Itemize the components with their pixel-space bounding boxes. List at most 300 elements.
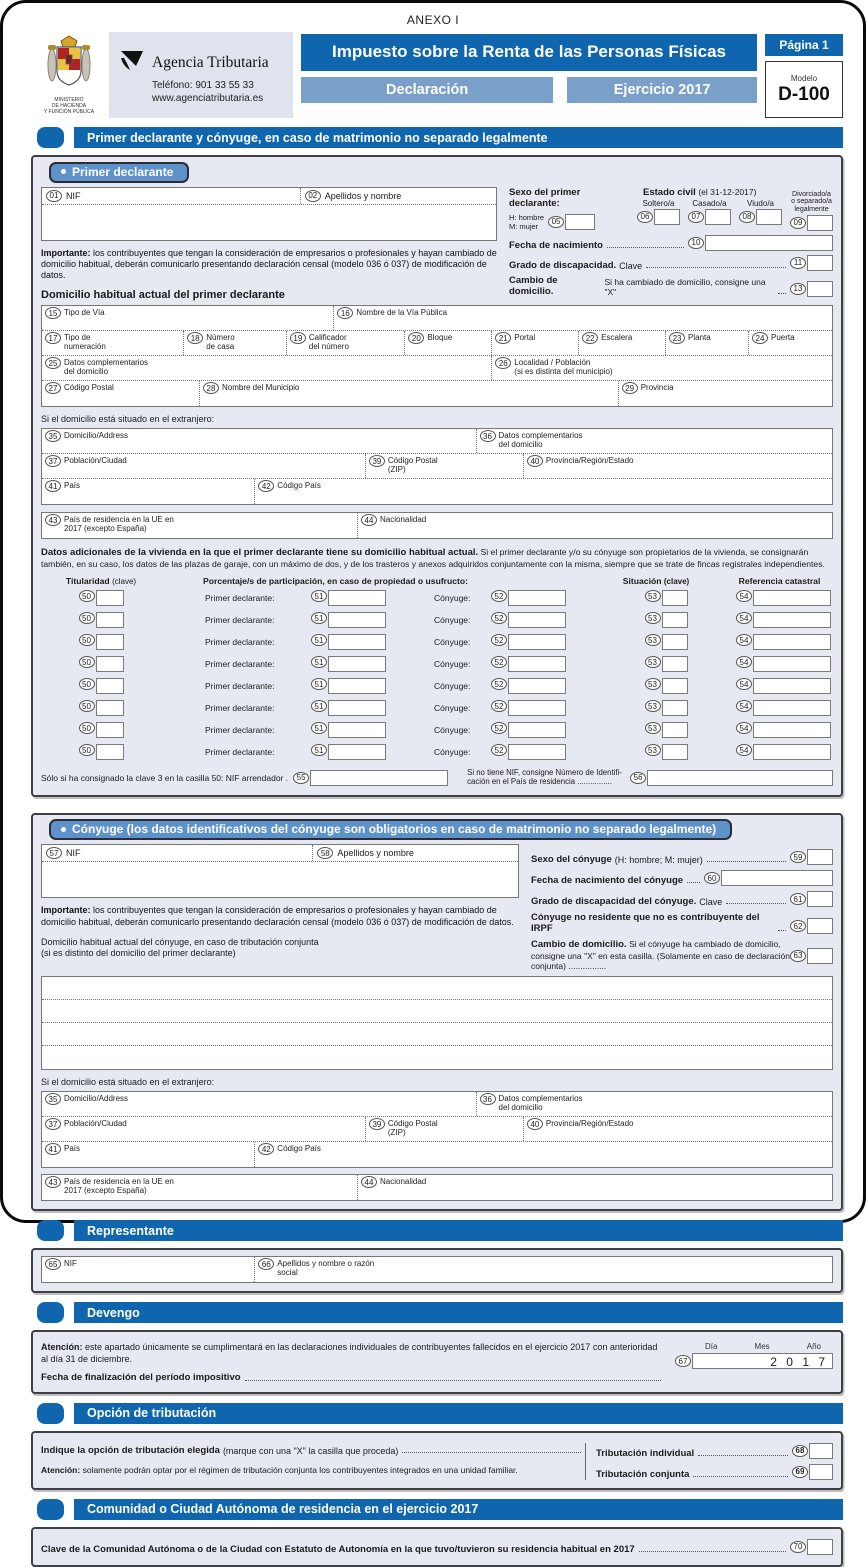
dotted-leader — [778, 293, 786, 294]
soltero-input[interactable] — [654, 209, 680, 225]
porcentaje-conyuge-input[interactable] — [508, 722, 566, 738]
field-number: 53 — [645, 656, 661, 668]
form-title: Impuesto sobre la Renta de las Personas Físicas — [301, 34, 757, 71]
field-39-zip[interactable]: 39 Código Postal (ZIP) — [366, 1117, 524, 1141]
field-number: 29 — [622, 382, 638, 394]
situacion-input[interactable] — [662, 700, 688, 716]
cambio-domicilio-label: Cambio de domicilio. — [509, 274, 558, 297]
referencia-catastral-input[interactable] — [753, 656, 831, 672]
page-number-badge: Página 1 — [765, 34, 843, 56]
anexo-title: ANEXO I — [406, 13, 460, 27]
field-number: 08 — [739, 211, 755, 223]
field-number: 43 — [45, 1176, 61, 1188]
field-number: 52 — [491, 722, 507, 734]
agencia-phone: Teléfono: 901 33 55 33 — [152, 79, 254, 91]
fecha-finalizacion-input[interactable] — [692, 1353, 833, 1369]
section-bar-declarante-conyuge — [37, 127, 843, 148]
porcentaje-declarante-input[interactable] — [328, 612, 386, 628]
field-number: 50 — [79, 722, 95, 734]
field-number: 19 — [290, 332, 306, 344]
nif-input[interactable] — [42, 205, 301, 240]
titularidad-input[interactable] — [96, 722, 124, 738]
domicilio-line-input[interactable] — [42, 977, 832, 1000]
field-number: 16 — [337, 307, 353, 319]
field-number: 54 — [736, 722, 752, 734]
field-number: 21 — [495, 332, 511, 344]
sexo-title: Sexo del primer declarante: — [509, 186, 581, 209]
dotted-leader — [778, 930, 786, 931]
titularidad-input[interactable] — [96, 590, 124, 606]
field-41-pais[interactable]: 41 País — [42, 479, 255, 504]
field-29-provincia[interactable]: 29 Provincia — [619, 381, 832, 406]
field-number: 06 — [637, 211, 653, 223]
identificacion-pais-input[interactable] — [647, 770, 833, 786]
field-number: 65 — [45, 1258, 61, 1270]
panel-opcion — [31, 1431, 843, 1490]
referencia-catastral-input[interactable] — [753, 700, 831, 716]
dotted-leader — [402, 1452, 581, 1453]
field-number: 51 — [311, 700, 327, 712]
field-number: 51 — [311, 590, 327, 602]
dotted-leader — [245, 1380, 661, 1381]
sexo-hint: H: hombre M: mujer — [509, 212, 545, 231]
titularidad-input[interactable] — [96, 656, 124, 672]
field-25-datos-complementarios[interactable]: 25 Datos complementarios del domicilio — [42, 356, 492, 380]
section-bullet — [37, 1302, 64, 1323]
devengo-date-block — [675, 1342, 833, 1384]
field-number: 62 — [790, 920, 806, 932]
panel-conyuge — [31, 813, 843, 1211]
field-44-nacionalidad[interactable]: 44 Nacionalidad — [358, 1175, 832, 1200]
field-number: 37 — [45, 455, 61, 467]
field-35-domicilio[interactable]: 35 Domicilio/Address — [42, 1092, 477, 1116]
section-bar-comunidad — [37, 1499, 843, 1520]
referencia-catastral-input[interactable] — [753, 744, 831, 760]
field-number: 44 — [361, 1176, 377, 1188]
domicilio-line-input[interactable] — [42, 1000, 832, 1023]
field-20-bloque[interactable]: 20 Bloque — [405, 331, 492, 355]
field-number: 61 — [790, 893, 806, 905]
fecha-conyuge-label: Fecha de nacimiento del cónyuge — [531, 875, 684, 887]
field-number: 53 — [645, 634, 661, 646]
field-number: 41 — [45, 480, 61, 492]
field-number: 42 — [258, 480, 274, 492]
situacion-input[interactable] — [662, 590, 688, 606]
field-number: 10 — [688, 237, 704, 249]
field-57-label: 57 NIF — [42, 845, 313, 861]
vivienda-row: 50 Primer declarante: 51 Cónyuge: 52 53 54 — [41, 611, 833, 630]
field-number: 66 — [258, 1258, 274, 1270]
porcentaje-conyuge-input[interactable] — [508, 656, 566, 672]
field-21-portal[interactable]: 21 Portal — [492, 331, 579, 355]
situacion-input[interactable] — [662, 612, 688, 628]
field-number: 36 — [480, 1093, 496, 1105]
discapacidad-label: Grado de discapacidad. — [509, 259, 617, 271]
vivienda-row: 50 Primer declarante: 51 Cónyuge: 52 53 54 — [41, 721, 833, 740]
viudo-label: Viudo/a — [747, 198, 774, 208]
conyuge-ue-row — [41, 1174, 833, 1201]
field-number: 67 — [675, 1355, 691, 1367]
field-17-tipo-numeracion[interactable]: 17 Tipo de numeración — [42, 331, 184, 355]
field-02-label: 02 Apellidos y nombre — [301, 188, 406, 204]
conyuge-apellidos-input[interactable] — [313, 862, 518, 897]
field-39-zip[interactable]: 39 Código Postal (ZIP) — [366, 454, 524, 478]
field-number: 59 — [790, 851, 806, 863]
field-number: 25 — [45, 357, 61, 369]
field-number: 52 — [491, 700, 507, 712]
field-40-provincia-region[interactable]: 40 Provincia/Región/Estado — [524, 1117, 832, 1141]
nif-arrendador-label: Sólo si ha consignado la clave 3 en la casilla 50: NIF arrendador . — [41, 772, 289, 783]
field-number: 52 — [491, 678, 507, 690]
field-number: 56 — [630, 772, 646, 784]
field-65-nif[interactable]: 65 NIF — [42, 1257, 255, 1282]
referencia-catastral-input[interactable] — [753, 612, 831, 628]
clave-comunidad-label: Clave de la Comunidad Autónoma o de la Ciudad con Estatuto de Autonomía en la que tuvo/tuvieron su residencia habitual en 2017 — [41, 1543, 635, 1555]
domicilio-declarante-heading: Domicilio habitual actual del primer declarante — [41, 289, 285, 302]
referencia-catastral-input[interactable] — [753, 722, 831, 738]
soltero-label: Soltero/a — [642, 198, 675, 208]
situacion-input[interactable] — [662, 634, 688, 650]
porcentaje-conyuge-input[interactable] — [508, 612, 566, 628]
field-number: 43 — [45, 514, 61, 526]
field-number: 53 — [645, 744, 661, 756]
field-number: 37 — [45, 1118, 61, 1130]
conyuge-status-block: Sexo del cónyuge (H: hombre; M: mujer) 59 Fecha de nacimiento del cónyuge 60 Grado de discapacidad del cónyuge. Clave 61 Cónyuge no residente que no es contribuyente del IRPF 62 Cambio de domicilio. Si el cónyuge ha cambiado de domicilio, consigne una "X" en esta casilla. (Solamente en caso de declaración conjunta) ................ 63 — [531, 844, 833, 972]
field-number: 35 — [45, 1093, 61, 1105]
section-bullet — [37, 1499, 64, 1520]
field-number: 02 — [305, 190, 321, 202]
porcentaje-declarante-input[interactable] — [328, 700, 386, 716]
ano-value: 2 0 1 7 — [770, 1355, 828, 1370]
form-subtitle-declaracion: Declaración — [301, 77, 553, 103]
tributacion-individual-label: Tributación individual — [596, 1447, 695, 1459]
situacion-input[interactable] — [662, 656, 688, 672]
title-block — [301, 32, 757, 118]
domicilio-line-input[interactable] — [42, 1023, 832, 1046]
devengo-text: Atención: este apartado únicamente se cumplimentará en las declaraciones individuales de contribuyentes fallecidos en el ejercicio 2017 con anterioridad al día 31 de diciembre. Fecha de finalización del período impositivo — [41, 1342, 665, 1384]
field-number: 50 — [79, 590, 95, 602]
subsection-primer-declarante: Primer declarante — [49, 162, 189, 183]
field-number: 41 — [45, 1143, 61, 1155]
opcion-text: Indique la opción de tributación elegida (marque con una "X" la casilla que proceda) Atención: solamente podrán optar por el régimen de tributación conjunta los contribuyentes integrados en una unidad familiar. — [41, 1443, 585, 1480]
page-model-block — [765, 32, 843, 118]
field-number: 53 — [645, 700, 661, 712]
referencia-catastral-input[interactable] — [753, 590, 831, 606]
field-number: 51 — [311, 744, 327, 756]
field-number: 58 — [317, 847, 333, 859]
sexo-conyuge-label: Sexo del cónyuge — [531, 854, 612, 866]
titularidad-input[interactable] — [96, 744, 124, 760]
cambio-domicilio-input[interactable] — [807, 281, 833, 297]
nif-arrendador-input[interactable] — [310, 770, 448, 786]
dotted-leader — [639, 1551, 786, 1552]
panel-primer-declarante — [31, 155, 843, 797]
tributacion-individual-input[interactable] — [809, 1443, 833, 1459]
viudo-input[interactable] — [756, 209, 782, 225]
field-number: 69 — [792, 1466, 808, 1478]
field-66-apellidos[interactable]: 66 Apellidos y nombre o razón social — [255, 1257, 832, 1282]
field-36-datos-complementarios[interactable]: 36 Datos complementarios del domicilio — [477, 429, 833, 453]
field-number: 50 — [79, 678, 95, 690]
field-number: 05 — [548, 216, 564, 228]
field-44-nacionalidad[interactable]: 44 Nacionalidad — [358, 513, 832, 538]
estado-civil-date: (el 31-12-2017) — [698, 186, 757, 197]
casado-input[interactable] — [705, 209, 731, 225]
field-37-poblacion[interactable]: 37 Población/Ciudad — [42, 454, 366, 478]
porcentaje-conyuge-input[interactable] — [508, 590, 566, 606]
field-number: 52 — [491, 590, 507, 602]
field-number: 44 — [361, 514, 377, 526]
pill-dot-icon — [61, 827, 66, 832]
field-number: 54 — [736, 700, 752, 712]
field-36-datos-complementarios[interactable]: 36 Datos complementarios del domicilio — [477, 1092, 833, 1116]
field-number: 35 — [45, 430, 61, 442]
form-header — [37, 32, 843, 118]
pill-dot-icon — [61, 169, 66, 174]
field-number: 54 — [736, 656, 752, 668]
field-01-label: 01 NIF — [42, 188, 301, 204]
porcentaje-declarante-input[interactable] — [328, 678, 386, 694]
field-number: 68 — [792, 1445, 808, 1457]
field-number: 23 — [669, 332, 685, 344]
discapacidad-conyuge-input[interactable] — [807, 891, 833, 907]
field-number: 24 — [752, 332, 768, 344]
declarante-importante-note: Importante: los contribuyentes que tengan la consideración de empresarios o profesionales y hayan cambiado de domicilio habitual, deberán comunicarlo presentando declaración censal (modelo 036 ó 037) de modificación de datos. — [41, 247, 497, 280]
section-bar-devengo — [37, 1302, 843, 1323]
field-number: 28 — [203, 382, 219, 394]
dotted-leader — [687, 882, 700, 883]
declarante-identity-block — [41, 187, 497, 302]
porcentaje-declarante-input[interactable] — [328, 744, 386, 760]
section-bullet — [37, 1403, 64, 1424]
conyuge-identity-block — [41, 844, 519, 972]
declarante-status-block: Sexo del primer declarante: H: hombre M: mujer 05 Estado civil (el 31-12-2017) Soltero/a 06 Casado/a 07 Viudo/a 08 Divorciado/a o separado/a legalmente 09 Fecha de nacimiento 10 Grado de discapacidad. Clave 11 Cambio de domicilio. Si ha cambiado de domicilio, consigne una "X" 13 — [509, 186, 832, 297]
referencia-catastral-input[interactable] — [753, 678, 831, 694]
field-number: 07 — [688, 211, 704, 223]
field-number: 40 — [527, 455, 543, 467]
field-number: 27 — [45, 382, 61, 394]
field-43-pais-ue[interactable]: 43 País de residencia en la UE en 2017 (excepto España) — [42, 513, 358, 538]
field-number: 52 — [491, 656, 507, 668]
field-40-provincia-region[interactable]: 40 Provincia/Región/Estado — [524, 454, 832, 478]
situacion-input[interactable] — [662, 678, 688, 694]
vivienda-rows — [41, 589, 833, 762]
declarante-foreign-address-table — [41, 428, 833, 505]
field-number: 53 — [645, 678, 661, 690]
field-42-codigo-pais[interactable]: 42 Código País — [255, 1142, 832, 1167]
field-number: 50 — [79, 634, 95, 646]
field-number: 01 — [46, 190, 62, 202]
dotted-leader — [607, 247, 684, 248]
ministry-name: MINISTERIO DE HACIENDA Y FUNCIÓN PÚBLICA — [43, 96, 95, 116]
section-bar-representante — [37, 1220, 843, 1241]
field-19-calificador[interactable]: 19 Calificador del número — [287, 331, 406, 355]
ministry-block — [37, 32, 101, 118]
vivienda-intro: Datos adicionales de la vivienda en la que el primer declarante tiene su domicilio habitual actual. Si el primer declarante y/o su cónyuge son propietarios de la vivienda, se consignarán también, en su caso, los datos de las plazas de garaje, con un máximo de dos, y de los trasteros y anexos adquiridos conjuntamente con la misma, siempre que se trate de fincas registrales independientes. — [41, 547, 825, 570]
model-code: D-100 — [778, 83, 830, 105]
declarante-nif-box — [41, 187, 497, 241]
section-bullet — [37, 1220, 64, 1241]
field-number: 39 — [369, 455, 385, 467]
conyuge-foreign-address-table — [41, 1091, 833, 1168]
vivienda-table-header: Titularidad (clave) Porcentaje/s de participación, en caso de propiedad o usufructo: Situación (clave) Referencia catastral — [65, 575, 821, 586]
field-16-nombre-via[interactable]: 16 Nombre de la Vía Pública — [334, 306, 832, 330]
situacion-input[interactable] — [662, 744, 688, 760]
section-title: Devengo — [74, 1302, 843, 1323]
field-number: 18 — [187, 332, 203, 344]
declarante-address-table — [41, 305, 833, 407]
dotted-leader — [646, 267, 786, 268]
agencia-tributaria-logo-icon — [119, 48, 145, 79]
divorciado-input[interactable] — [807, 215, 833, 231]
field-37-poblacion[interactable]: 37 Población/Ciudad — [42, 1117, 366, 1141]
field-number: 51 — [311, 612, 327, 624]
field-number: 50 — [79, 656, 95, 668]
apellidos-input[interactable] — [301, 205, 496, 240]
subsection-conyuge: Cónyuge (los datos identificativos del cónyuge son obligatorios en caso de matrimonio no separado legalmente) — [49, 819, 732, 840]
field-43-pais-ue[interactable]: 43 País de residencia en la UE en 2017 (excepto España) — [42, 1175, 358, 1200]
field-number: 15 — [45, 307, 61, 319]
titularidad-input[interactable] — [96, 634, 124, 650]
titularidad-input[interactable] — [96, 700, 124, 716]
field-41-pais[interactable]: 41 País — [42, 1142, 255, 1167]
discapacidad-conyuge-label: Grado de discapacidad del cónyuge. — [531, 896, 697, 908]
no-residente-label: Cónyuge no residente que no es contribuyente del IRPF — [531, 912, 760, 935]
opcion-boxes — [585, 1443, 833, 1480]
field-number: 51 — [311, 722, 327, 734]
porcentaje-declarante-input[interactable] — [328, 722, 386, 738]
field-number: 70 — [790, 1541, 806, 1553]
vivienda-row: 50 Primer declarante: 51 Cónyuge: 52 53 54 — [41, 743, 833, 762]
porcentaje-conyuge-input[interactable] — [508, 744, 566, 760]
porcentaje-conyuge-input[interactable] — [508, 700, 566, 716]
vivienda-row: 50 Primer declarante: 51 Cónyuge: 52 53 54 — [41, 655, 833, 674]
field-number: 53 — [645, 590, 661, 602]
tributacion-conjunta-input[interactable] — [809, 1464, 833, 1480]
porcentaje-declarante-input[interactable] — [328, 656, 386, 672]
extranjero-heading: Si el domicilio está situado en el extranjero: — [41, 414, 215, 425]
extranjero-heading: Si el domicilio está situado en el extranjero: — [41, 1077, 215, 1088]
field-24-puerta[interactable]: 24 Puerta — [749, 331, 832, 355]
section-title: Opción de tributación — [74, 1403, 843, 1424]
porcentaje-conyuge-input[interactable] — [508, 678, 566, 694]
field-number: 55 — [293, 772, 309, 784]
panel-representante — [31, 1248, 843, 1293]
field-number: 54 — [736, 744, 752, 756]
sexo-input[interactable] — [565, 214, 595, 230]
field-58-label: 58 Apellidos y nombre — [313, 845, 418, 861]
field-27-codigo-postal[interactable]: 27 Código Postal — [42, 381, 200, 406]
agencia-tributaria-block — [109, 32, 293, 118]
titularidad-input[interactable] — [96, 678, 124, 694]
field-number: 54 — [736, 634, 752, 646]
casado-label: Casado/a — [692, 198, 727, 208]
representante-table — [41, 1256, 833, 1283]
cambio-conyuge-input[interactable] — [807, 948, 833, 964]
field-number: 57 — [46, 847, 62, 859]
field-number: 63 — [790, 950, 806, 962]
field-22-escalera[interactable]: 22 Escalera — [579, 331, 666, 355]
section-bullet — [37, 127, 64, 148]
field-number: 26 — [495, 357, 511, 369]
discapacidad-input[interactable] — [807, 255, 833, 271]
domicilio-conyuge-heading: Domicilio habitual actual del cónyuge, en caso de tributación conjunta (si es distinto del domicilio del primer declarante) — [41, 936, 319, 959]
field-number: 40 — [527, 1118, 543, 1130]
agencia-web: www.agenciatributaria.es — [152, 92, 264, 104]
porcentaje-declarante-input[interactable] — [328, 590, 386, 606]
vivienda-row: 50 Primer declarante: 51 Cónyuge: 52 53 54 — [41, 633, 833, 652]
field-18-numero-casa[interactable]: 18 Número de casa — [184, 331, 287, 355]
situacion-input[interactable] — [662, 722, 688, 738]
agencia-tributaria-name: Agencia Tributaria — [152, 54, 269, 71]
conyuge-nif-input[interactable] — [42, 862, 313, 897]
field-number: 39 — [369, 1118, 385, 1130]
field-42-codigo-pais[interactable]: 42 Código País — [255, 479, 832, 504]
field-23-planta[interactable]: 23 Planta — [666, 331, 749, 355]
model-label: Modelo — [790, 73, 818, 83]
tributacion-conjunta-label: Tributación conjunta — [596, 1468, 690, 1480]
field-number: 50 — [79, 744, 95, 756]
porcentaje-conyuge-input[interactable] — [508, 634, 566, 650]
field-number: 50 — [79, 612, 95, 624]
fecha-finalizacion-label: Fecha de finalización del período impositivo — [41, 1371, 241, 1383]
field-number: 51 — [311, 656, 327, 668]
field-28-municipio[interactable]: 28 Nombre del Municipio — [200, 381, 619, 406]
vivienda-row: 50 Primer declarante: 51 Cónyuge: 52 53 54 — [41, 677, 833, 696]
dia-mes-ano-labels: Día Mes Año — [705, 1342, 821, 1352]
section-bar-opcion — [37, 1403, 843, 1424]
dotted-leader — [693, 1476, 788, 1477]
divorciado-label: Divorciado/a o separado/a legalmente — [791, 190, 832, 213]
vivienda-row: 50 Primer declarante: 51 Cónyuge: 52 53 54 — [41, 699, 833, 718]
panel-devengo — [31, 1330, 843, 1394]
clave-comunidad-input[interactable] — [807, 1539, 833, 1555]
field-number: 52 — [491, 744, 507, 756]
conyuge-domicilio-box — [41, 976, 833, 1070]
fecha-nacimiento-input[interactable] — [705, 235, 833, 251]
field-number: 52 — [491, 612, 507, 624]
field-35-domicilio[interactable]: 35 Domicilio/Address — [42, 429, 477, 453]
sexo-conyuge-input[interactable] — [807, 849, 833, 865]
field-15-tipo-via[interactable]: 15 Tipo de Vía — [42, 306, 334, 330]
field-number: 54 — [736, 612, 752, 624]
field-number: 50 — [79, 700, 95, 712]
referencia-catastral-input[interactable] — [753, 634, 831, 650]
domicilio-line-input[interactable] — [42, 1046, 832, 1069]
titularidad-input[interactable] — [96, 612, 124, 628]
conyuge-nif-box — [41, 844, 519, 898]
form-subtitle-ejercicio: Ejercicio 2017 — [567, 77, 757, 103]
fecha-conyuge-input[interactable] — [721, 870, 833, 886]
field-number: 11 — [790, 257, 806, 269]
panel-comunidad — [31, 1527, 843, 1567]
field-number: 51 — [311, 678, 327, 690]
conyuge-importante-note: Importante: los contribuyentes que tengan la consideración de empresarios o profesionales y hayan cambiado de domicilio habitual, deberán comunicarlo presentando declaración censal (modelo 036 ó 037) de modificación de datos. — [41, 905, 514, 927]
vivienda-footer — [41, 769, 833, 787]
field-number: 54 — [736, 678, 752, 690]
field-number: 13 — [790, 283, 806, 295]
declarante-ue-row — [41, 512, 833, 539]
no-residente-input[interactable] — [807, 918, 833, 934]
field-number: 53 — [645, 612, 661, 624]
porcentaje-declarante-input[interactable] — [328, 634, 386, 650]
field-number: 53 — [645, 722, 661, 734]
section-title: Primer declarante y cónyuge, en caso de matrimonio no separado legalmente — [74, 127, 843, 148]
estado-civil-title: Estado civil — [643, 186, 696, 198]
model-box — [765, 61, 843, 118]
identificacion-pais-label: Si no tiene NIF, consigne Número de Identifi- cación en el País de residencia ................ — [467, 767, 622, 786]
field-26-localidad[interactable]: 26 Localidad / Población (si es distinta del municipio) — [492, 356, 832, 380]
